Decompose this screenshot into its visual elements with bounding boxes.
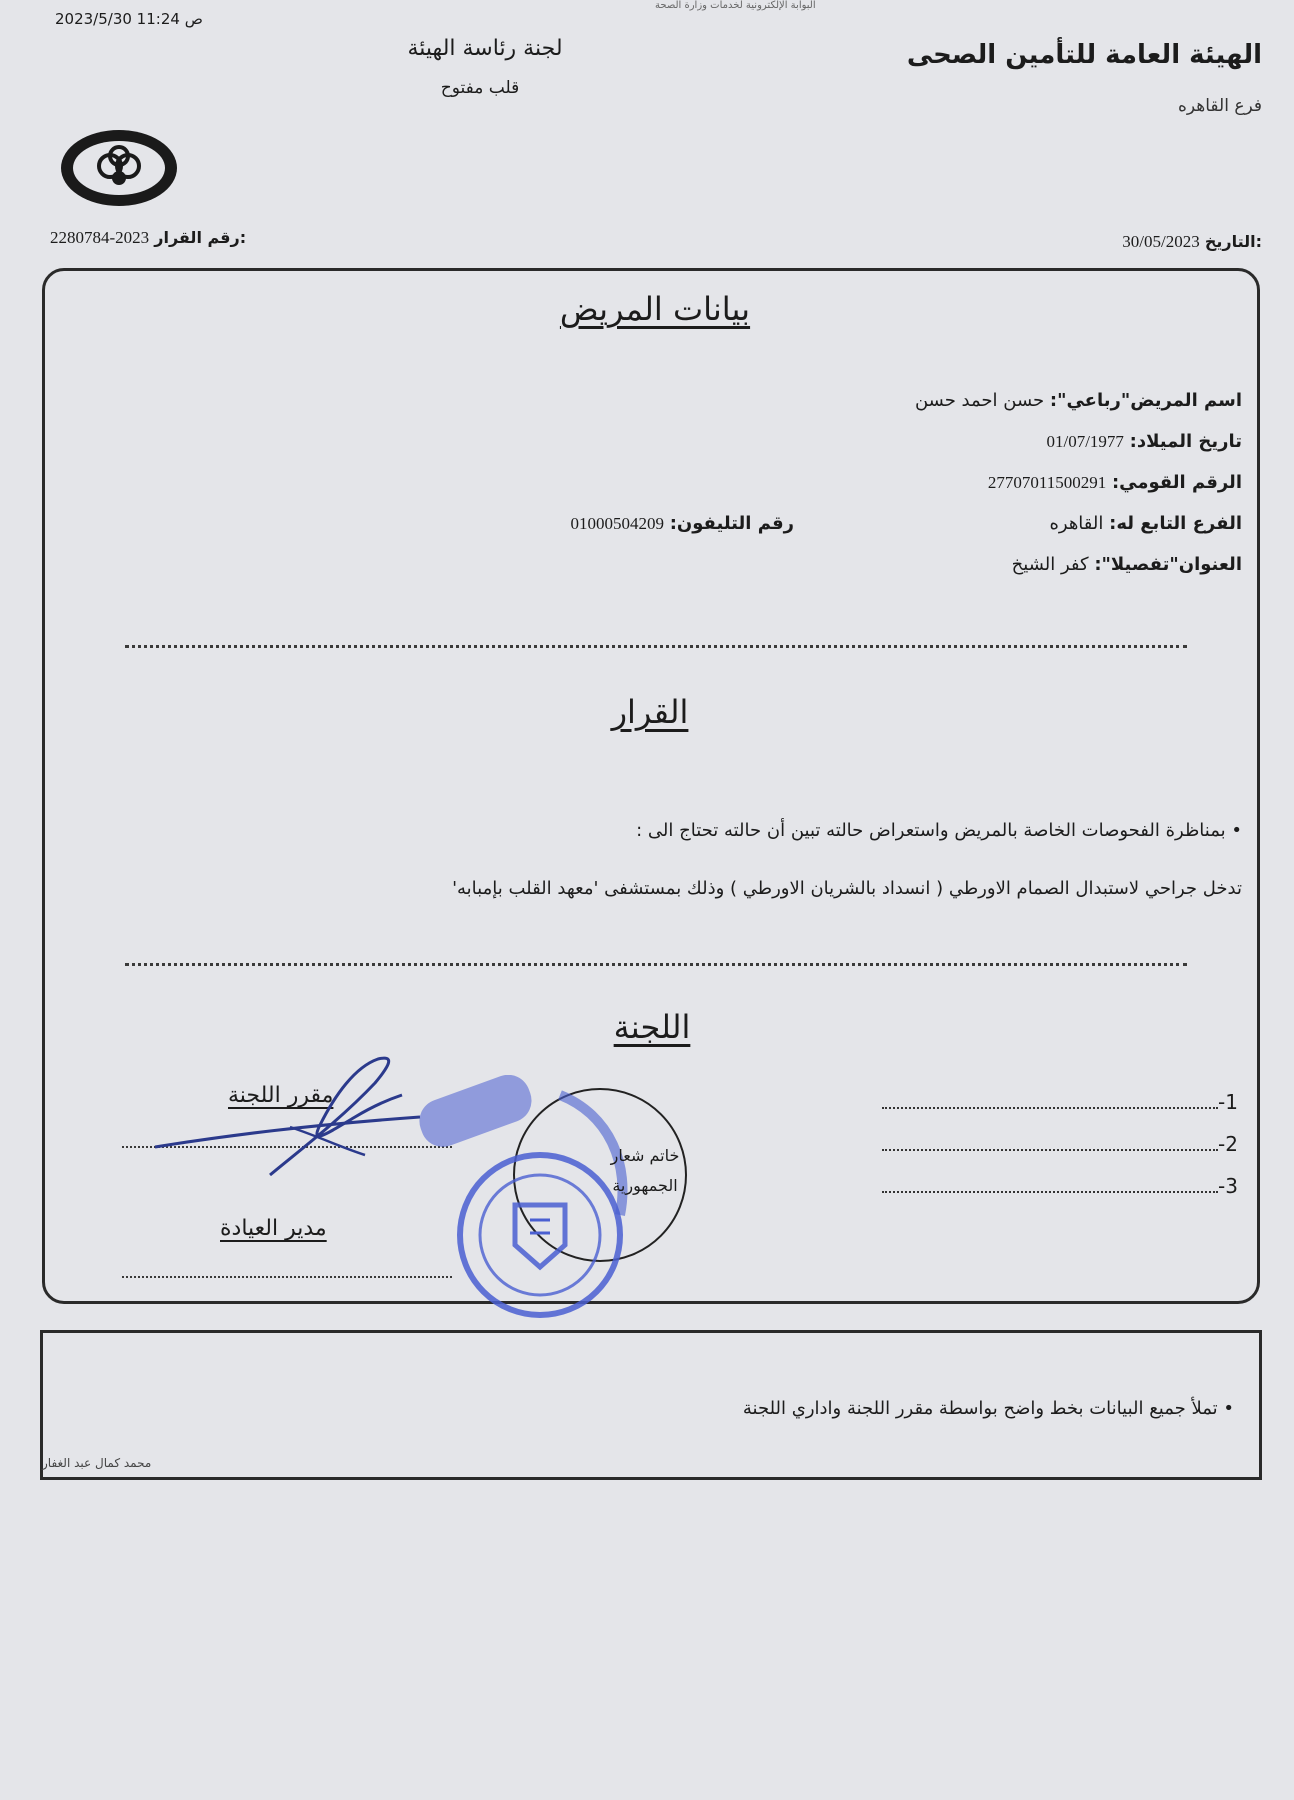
address-label: العنوان"تفصيلا":: [1094, 554, 1242, 575]
patient-name-label: اسم المريض"رباعي":: [1049, 390, 1242, 411]
member-3-number: -3: [1218, 1174, 1238, 1198]
republic-seal-stamp: [410, 1075, 770, 1355]
national-id-label: الرقم القومي:: [1111, 472, 1242, 493]
national-id-value: 27707011500291: [987, 473, 1107, 492]
committee-name: لجنة رئاسة الهيئة: [407, 36, 563, 61]
decision-text: تدخل جراحي لاستبدال الصمام الاورطي ( انسداد بالشريان الاورطي ) وذلك بمستشفى 'معهد القلب بإمبابه': [452, 878, 1242, 899]
print-timestamp: 2023/5/30 11:24 ص: [55, 10, 203, 28]
decision-number: [50, 228, 246, 248]
handwritten-signature: [150, 1055, 440, 1185]
organization-name: الهيئة العامة للتأمين الصحى: [906, 40, 1262, 70]
clinic-manager-sign-line: [122, 1276, 452, 1278]
date-value: 30/05/2023: [1122, 232, 1200, 251]
member-3-dots: [882, 1191, 1218, 1193]
decision-number-label: رقم القرار:: [154, 228, 247, 247]
stamp-caption-2: الجمهورية: [612, 1176, 678, 1195]
decision-section-title: القرار: [611, 693, 689, 731]
member-2-dots: [882, 1149, 1218, 1151]
decision-intro-text: بمناظرة الفحوصات الخاصة بالمريض واستعراض حالته تبين أن حالته تحتاج الى :: [636, 820, 1226, 841]
national-id-field: [988, 472, 1242, 493]
stamp-caption-1: خاتم شعار: [610, 1146, 680, 1165]
committee-member-line-2: [882, 1132, 1238, 1156]
instructions-line: [743, 1398, 1234, 1419]
committee-member-line-3: [882, 1174, 1238, 1198]
organization-logo: [58, 126, 180, 210]
dob-label: تاريخ الميلاد:: [1129, 431, 1242, 452]
rapporteur-label: مقرر اللجنة: [228, 1083, 334, 1108]
member-2-number: -2: [1218, 1132, 1238, 1156]
affiliated-branch-label: الفرع التابع له:: [1109, 513, 1242, 534]
decision-number-value: 2280784-2023: [50, 228, 150, 247]
decision-intro-line: [636, 820, 1242, 841]
committee-subtitle: قلب مفتوح: [440, 78, 520, 98]
clinic-manager-label: مدير العيادة: [220, 1216, 327, 1241]
affiliated-branch-value: القاهره: [1049, 513, 1104, 534]
address-field: [1012, 554, 1242, 575]
phone-label: رقم التليفون:: [669, 513, 794, 534]
committee-member-line-1: [882, 1090, 1238, 1114]
patient-name-field: [915, 390, 1242, 411]
phone-field: [570, 513, 794, 534]
bullet-icon: •: [1231, 820, 1242, 841]
phone-value: 01000504209: [570, 514, 664, 533]
committee-section-title: اللجنة: [613, 1008, 691, 1046]
separator-dotted-1: [125, 645, 1187, 648]
bullet-icon: •: [1223, 1398, 1234, 1419]
dob-value: 01/07/1977: [1046, 432, 1124, 451]
affiliated-branch-field: [1049, 513, 1242, 534]
branch-name: فرع القاهره: [1178, 96, 1262, 116]
address-value: كفر الشيخ: [1011, 554, 1089, 575]
patient-name-value: حسن احمد حسن: [914, 390, 1045, 411]
document-date: [1122, 232, 1262, 252]
date-label: التاريخ:: [1204, 232, 1262, 251]
handwritten-name: محمد كمال عبد الغفار: [42, 1456, 152, 1470]
dob-field: [1046, 431, 1242, 452]
member-1-dots: [882, 1107, 1218, 1109]
instructions-text: تملأ جميع البيانات بخط واضح بواسطة مقرر اللجنة واداري اللجنة: [742, 1398, 1218, 1419]
patient-section-title: بيانات المريض: [559, 290, 751, 328]
portal-header-cut: البوابة الإلكترونية لخدمات وزارة الصحة: [655, 0, 816, 11]
member-1-number: -1: [1218, 1090, 1238, 1114]
separator-dotted-2: [125, 963, 1187, 966]
